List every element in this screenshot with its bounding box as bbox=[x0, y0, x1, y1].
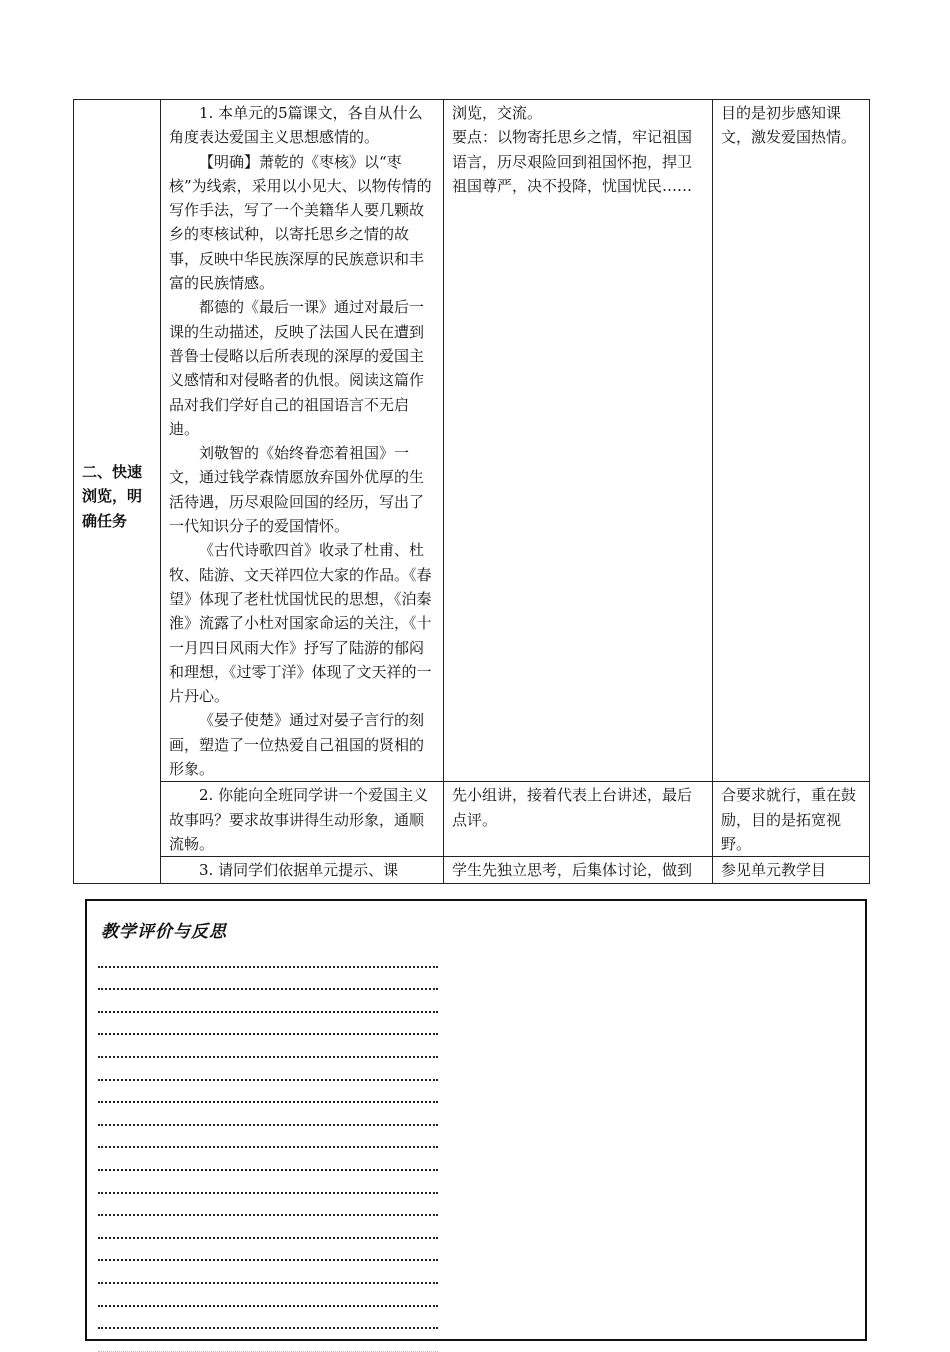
dotted-line bbox=[98, 1284, 438, 1307]
dotted-line bbox=[98, 1216, 438, 1239]
dotted-line bbox=[98, 1307, 438, 1330]
activity-cell bbox=[444, 100, 713, 782]
dotted-line bbox=[98, 1329, 438, 1352]
table-row bbox=[74, 100, 870, 782]
dotted-line bbox=[98, 990, 438, 1013]
activity-text: 学生先独立思考，后集体讨论，做到 bbox=[452, 861, 693, 880]
content-paragraph: 《古代诗歌四首》收录了杜甫、杜牧、陆游、文天祥四位大家的作品。《春望》体现了老杜忧国忧民的思想，《泊秦淮》流露了小杜对国家命运的关注，《十一月四日风雨大作》抒写了陆游的郁闷和理想，《过零丁洋》体现了文天祥的一片丹心。 bbox=[169, 541, 432, 706]
purpose-text: 合要求就行，重在鼓励，目的是拓宽视野。 bbox=[721, 786, 857, 853]
dotted-line bbox=[98, 1013, 438, 1036]
table-row bbox=[74, 857, 870, 884]
table-row bbox=[74, 782, 870, 857]
dotted-line bbox=[98, 1035, 438, 1058]
lesson-plan-table bbox=[73, 99, 870, 884]
dotted-line bbox=[98, 945, 438, 968]
dotted-line bbox=[98, 1239, 438, 1262]
content-paragraph: 3. 请同学们依据单元提示、课 bbox=[199, 861, 399, 880]
content-paragraph: 【明确】萧乾的《枣核》以“枣核”为线索，采用以小见大、以物传情的写作手法，写了一个美籍华人要几颗故乡的枣核试种，以寄托思乡之情的故事，反映中华民族深厚的民族意识和丰富的民族情感。 bbox=[169, 152, 432, 293]
dotted-line bbox=[98, 1103, 438, 1126]
writing-lines bbox=[98, 945, 438, 1352]
activity-text: 要点：以物寄托思乡之情，牢记祖国语言，历尽艰险回到祖国怀抱，捍卫祖国尊严，决不投降，忧国忧民…… bbox=[452, 128, 693, 195]
content-paragraph: 都德的《最后一课》通过对最后一课的生动描述，反映了法国人民在遭到普鲁士侵略以后所表现的深厚的爱国主义感情和对侵略者的仇恨。阅读这篇作品对我们学好自己的祖国语言不无启迪。 bbox=[169, 298, 425, 438]
purpose-cell bbox=[713, 857, 870, 884]
activity-text: 先小组讲，接着代表上台讲述，最后点评。 bbox=[452, 786, 693, 829]
evaluation-title: 教学评价与反思 bbox=[101, 922, 227, 942]
content-paragraph: 1. 本单元的5篇课文，各自从什么角度表达爱国主义思想感情的。 bbox=[169, 104, 423, 147]
dotted-line bbox=[98, 1148, 438, 1171]
evaluation-box bbox=[85, 899, 867, 1341]
activity-cell bbox=[444, 857, 713, 884]
purpose-text: 参见单元教学目 bbox=[721, 861, 827, 880]
content-cell bbox=[161, 100, 444, 782]
activity-cell bbox=[444, 782, 713, 857]
dotted-line bbox=[98, 1126, 438, 1149]
content-paragraph: 《晏子使楚》通过对晏子言行的刻画，塑造了一位热爱自己祖国的贤相的形象。 bbox=[169, 711, 425, 779]
content-paragraph: 2. 你能向全班同学讲一个爱国主义故事吗？要求故事讲得生动形象，通顺流畅。 bbox=[169, 786, 429, 853]
purpose-cell bbox=[713, 100, 870, 782]
stage-cell bbox=[74, 100, 161, 884]
content-paragraph: 刘敬智的《始终眷恋着祖国》一文，通过钱学森情愿放弃国外优厚的生活待遇，历尽艰险回国的经历，写出了一代知识分子的爱国情怀。 bbox=[169, 444, 425, 536]
purpose-cell bbox=[713, 782, 870, 857]
content-cell bbox=[161, 782, 444, 857]
dotted-line bbox=[98, 968, 438, 991]
dotted-line bbox=[98, 1194, 438, 1217]
stage-label: 二、快速浏览，明确任务 bbox=[82, 463, 143, 530]
activity-text: 浏览，交流。 bbox=[452, 104, 543, 122]
dotted-line bbox=[98, 1058, 438, 1081]
dotted-line bbox=[98, 1171, 438, 1194]
purpose-text: 目的是初步感知课文，激发爱国热情。 bbox=[721, 104, 857, 147]
dotted-line bbox=[98, 1261, 438, 1284]
content-cell bbox=[161, 857, 444, 884]
dotted-line bbox=[98, 1081, 438, 1104]
